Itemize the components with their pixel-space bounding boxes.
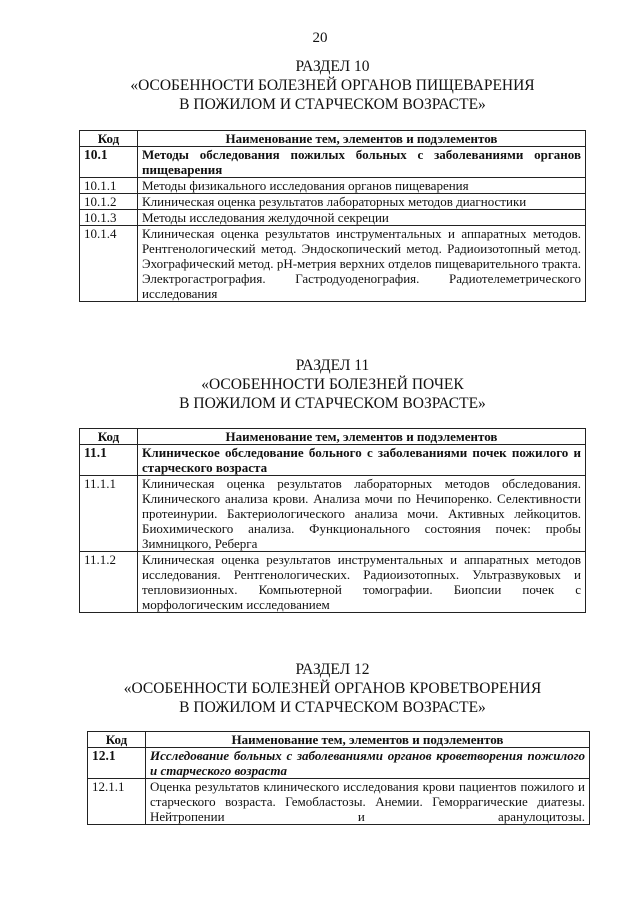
section-11-heading <box>60 356 605 413</box>
table-row <box>80 178 586 194</box>
row-code: 10.1.2 <box>80 194 138 210</box>
section-10-table <box>79 130 586 302</box>
row-code: 10.1 <box>80 147 138 178</box>
section-10-number: РАЗДЕЛ 10 <box>295 58 370 75</box>
header-name: Наименование тем, элементов и подэлементов <box>138 131 586 147</box>
table-row <box>80 476 586 552</box>
table-row <box>80 210 586 226</box>
row-text: Методы физикального исследования органов пищеварения <box>138 178 586 194</box>
table-row <box>88 748 590 779</box>
row-code: 11.1.1 <box>80 476 138 552</box>
page-number: 20 <box>312 30 328 46</box>
section-11-number: РАЗДЕЛ 11 <box>295 357 370 374</box>
section-12-table <box>87 731 590 825</box>
section-12-heading <box>60 660 605 717</box>
row-code: 12.1.1 <box>88 779 146 825</box>
header-code: Код <box>80 429 138 445</box>
row-code: 10.1.1 <box>80 178 138 194</box>
section-10-title-line-2: В ПОЖИЛОМ И СТАРЧЕСКОМ ВОЗРАСТЕ» <box>179 96 486 113</box>
section-11-title-line-2: В ПОЖИЛОМ И СТАРЧЕСКОМ ВОЗРАСТЕ» <box>179 395 486 412</box>
table-header-row <box>80 429 586 445</box>
section-11-table <box>79 428 586 613</box>
header-code: Код <box>88 732 146 748</box>
row-text: Клиническая оценка результатов лабораторных методов диагностики <box>138 194 586 210</box>
row-text: Методы исследования желудочной секреции <box>138 210 586 226</box>
row-code: 11.1.2 <box>80 552 138 613</box>
section-11-title-line-1: «ОСОБЕННОСТИ БОЛЕЗНЕЙ ПОЧЕК <box>201 376 464 393</box>
section-12-title-line-1: «ОСОБЕННОСТИ БОЛЕЗНЕЙ ОРГАНОВ КРОВЕТВОРЕНИЯ <box>123 680 542 697</box>
header-name: Наименование тем, элементов и подэлементов <box>138 429 586 445</box>
table-row <box>88 779 590 825</box>
row-text: Оценка результатов клинического исследования крови пациентов пожилого и старческого возраста. Гемобластозы. Анемии. Геморрагические диатезы. Нейтропении и аранулоцитозы. <box>146 779 590 825</box>
row-text: Клиническая оценка результатов инструментальных и аппаратных методов. Рентгенологический метод. Эндоскопический метод. Радиоизотопный метод. Эхографический метод. pH-метрия верхних отделов пищеварительного тракта. Электрогастрография. Гастродуоденография. Радиотелеметрического исследования <box>138 226 586 302</box>
section-10-title-line-1: «ОСОБЕННОСТИ БОЛЕЗНЕЙ ОРГАНОВ ПИЩЕВАРЕНИЯ <box>130 77 535 94</box>
row-text: Клиническое обследование больного с заболеваниями почек пожилого и старческого возраста <box>138 445 586 476</box>
table-header-row <box>80 131 586 147</box>
table-row <box>80 226 586 302</box>
row-text: Клиническая оценка результатов инструментальных и аппаратных методов исследования. Рентгенологических. Радиоизотопных. Ультразвуковых и тепловизионных. Компьютерной томографии. Биопсии почек с морфологическим исследованием <box>138 552 586 613</box>
section-12-title-line-2: В ПОЖИЛОМ И СТАРЧЕСКОМ ВОЗРАСТЕ» <box>179 699 486 716</box>
header-name: Наименование тем, элементов и подэлементов <box>146 732 590 748</box>
row-text: Методы обследования пожилых больных с заболеваниями органов пищеварения <box>138 147 586 178</box>
row-text: Исследование больных с заболеваниями органов кроветворения пожилого и старческого возраста <box>146 748 590 779</box>
table-row <box>80 194 586 210</box>
row-code: 10.1.3 <box>80 210 138 226</box>
row-code: 12.1 <box>88 748 146 779</box>
table-header-row <box>88 732 590 748</box>
row-code: 10.1.4 <box>80 226 138 302</box>
row-code: 11.1 <box>80 445 138 476</box>
section-10-heading <box>60 57 605 114</box>
table-row <box>80 445 586 476</box>
header-code: Код <box>80 131 138 147</box>
section-12-number: РАЗДЕЛ 12 <box>295 661 370 678</box>
table-row <box>80 147 586 178</box>
table-row <box>80 552 586 613</box>
row-text: Клиническая оценка результатов лабораторных методов обследования. Клинического анализа крови. Анализа мочи по Нечипоренко. Селективности протеинурии. Бактериологического анализа мочи. Активных лейкоцитов. Биохимического анализа. Функционального состояния почек: пробы Зимницкого, Реберга <box>138 476 586 552</box>
